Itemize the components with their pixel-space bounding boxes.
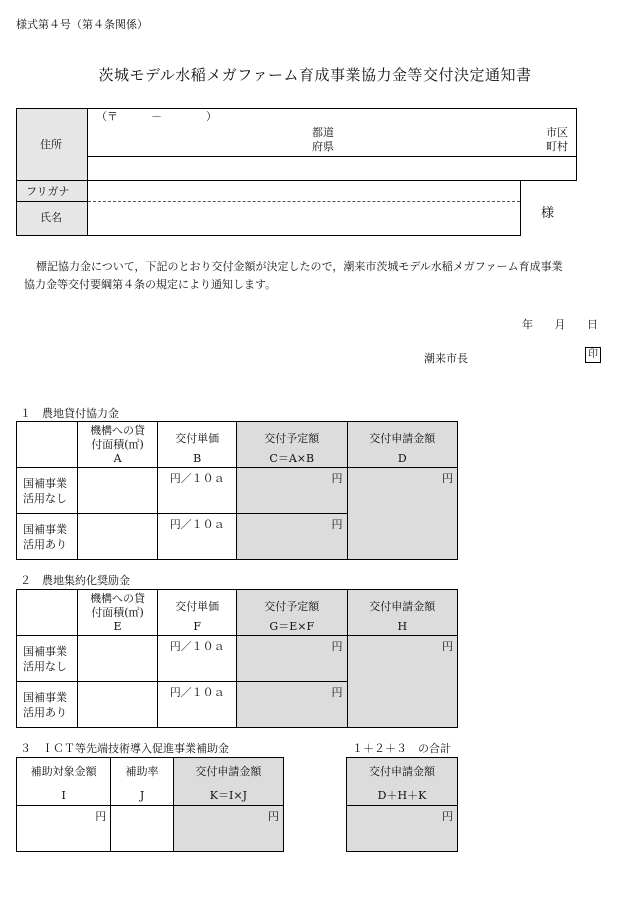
section3-applied-input[interactable]: 円 [173, 806, 283, 852]
section2-col-applied [347, 590, 458, 636]
total-col-applied-label: 交付申請金額 [369, 764, 435, 778]
section2-row2-rate-input[interactable]: 円／１０ａ [158, 682, 237, 728]
section3-col-rate [111, 758, 174, 806]
section2-col-unit-price-code: F [193, 619, 202, 633]
section1-row1-planned-input[interactable]: 円 [237, 468, 348, 514]
total-table [346, 757, 458, 852]
section1-row2-label-line1: 国補事業 [23, 522, 67, 536]
section1-row1-rate-input[interactable]: 円／１０ａ [158, 468, 237, 514]
section3-target-input[interactable]: 円 [17, 806, 111, 852]
section1-col-area [77, 422, 158, 468]
section1-col-applied [347, 422, 457, 468]
section1-row1-label-line2: 活用なし [23, 491, 67, 505]
section1-row2-label [17, 514, 78, 560]
section2-row1-label-line2: 活用なし [23, 659, 67, 673]
date-month: 月 [554, 318, 566, 331]
name-label: 氏名 [40, 211, 62, 224]
section1-title: １ 農地貸付協力金 [20, 407, 119, 420]
issue-date [0, 316, 598, 332]
section1-row1-label-line1: 国補事業 [23, 476, 67, 490]
notice-body-line2: 協力金等交付要綱第４条の規定により通知します。 [24, 278, 277, 291]
document-title: 茨城モデル水稲メガファーム育成事業協力金等交付決定通知書 [98, 66, 532, 84]
section2-applied-input[interactable]: 円 [347, 636, 458, 728]
section2-row2-label-line1: 国補事業 [23, 690, 67, 704]
form-number: 様式第４号（第４条関係） [16, 18, 148, 31]
section2-col-unit-price-label: 交付単価 [175, 599, 220, 613]
section1-col-applied-code: D [397, 451, 407, 465]
section3-rate-input[interactable] [111, 806, 174, 852]
date-year: 年 [522, 318, 533, 331]
section1-corner [17, 422, 78, 468]
section2-col-area-line2: 付面積(㎡) [91, 605, 144, 619]
address-label: 住所 [40, 138, 62, 151]
section1-col-unit-price-label: 交付単価 [175, 431, 220, 445]
section2-row2-planned-input[interactable]: 円 [237, 682, 348, 728]
notice-body-line1: 標記協力金について，下記のとおり交付金額が決定したので，潮来市茨城モデル水稲メガファーム育成事業 [36, 260, 563, 273]
seal-stamp: 印 [585, 347, 601, 363]
section3-table [16, 757, 284, 852]
section3-col-rate-label: 補助率 [125, 764, 159, 778]
section2-col-planned-label: 交付予定額 [264, 599, 320, 613]
section2-table [16, 589, 458, 728]
name-field[interactable] [88, 203, 518, 233]
section1-applied-input[interactable]: 円 [347, 468, 457, 560]
section2-row1-label [17, 636, 78, 682]
notice-body [24, 258, 614, 294]
section2-col-applied-code: H [397, 619, 408, 633]
section3-col-applied [173, 758, 283, 806]
postal-code-field[interactable]: （〒 － ） [96, 110, 217, 123]
section1-col-applied-label: 交付申請金額 [369, 431, 436, 445]
municipality-label [546, 126, 568, 154]
section2-title: ２ 農地集約化奨励金 [20, 574, 130, 587]
section1-col-area-code: A [113, 451, 122, 465]
prefecture-label-line1: 都道 [312, 126, 334, 139]
section2-col-unit-price [158, 590, 237, 636]
address-line-field[interactable] [88, 158, 574, 179]
section3-col-target [17, 758, 111, 806]
section3-col-target-code: I [61, 788, 66, 802]
total-title: １＋２＋３ の合計 [352, 742, 451, 755]
section2-row1-label-line1: 国補事業 [23, 644, 67, 658]
section2-col-area-line1: 機構への貸 [90, 591, 146, 605]
section1-col-planned-code: C＝A×B [269, 451, 315, 465]
total-col-applied-code: D＋H＋K [377, 788, 427, 802]
section2-row1-planned-input[interactable]: 円 [237, 636, 348, 682]
section3-col-rate-code: J [139, 788, 145, 802]
section2-col-planned [237, 590, 348, 636]
date-day: 日 [587, 318, 598, 331]
section3-title: ３ ＩＣＴ等先端技術導入促進事業補助金 [20, 742, 229, 755]
section2-col-area-code: E [113, 619, 122, 633]
issuer-name: 潮来市長 [424, 352, 468, 365]
address-box [16, 108, 576, 236]
section1-col-area-line2: 付面積(㎡) [91, 437, 144, 451]
section2-row2-label-line2: 活用あり [23, 705, 67, 719]
section1-col-planned [237, 422, 348, 468]
section2-col-applied-label: 交付申請金額 [369, 599, 436, 613]
section2-col-planned-code: G＝E×F [269, 619, 315, 633]
section2-row2-area-input[interactable] [77, 682, 158, 728]
section1-row2-planned-input[interactable]: 円 [237, 514, 348, 560]
section2-row1-area-input[interactable] [77, 636, 158, 682]
section2-corner [17, 590, 78, 636]
total-col-applied [347, 758, 458, 806]
section2-col-area [77, 590, 158, 636]
honorific-sama: 様 [541, 206, 555, 221]
section1-table [16, 421, 458, 560]
municipality-label-line1: 市区 [546, 126, 568, 139]
section1-row2-rate-input[interactable]: 円／１０ａ [158, 514, 237, 560]
section1-col-unit-price [158, 422, 237, 468]
furigana-field[interactable] [88, 182, 518, 200]
section1-row1-area-input[interactable] [77, 468, 158, 514]
section1-col-area-line1: 機構への貸 [90, 423, 146, 437]
section2-row1-rate-input[interactable]: 円／１０ａ [158, 636, 237, 682]
prefecture-label [312, 126, 334, 154]
section1-row2-area-input[interactable] [77, 514, 158, 560]
total-applied-input[interactable]: 円 [347, 806, 458, 852]
section3-col-target-label: 補助対象金額 [30, 764, 97, 778]
section3-col-applied-code: K＝I×J [209, 788, 247, 802]
section1-row1-label [17, 468, 78, 514]
municipality-label-line2: 町村 [546, 140, 568, 153]
section1-row2-label-line2: 活用あり [23, 537, 67, 551]
section1-col-unit-price-code: B [193, 451, 202, 465]
prefecture-label-line2: 府県 [312, 140, 334, 153]
section1-col-planned-label: 交付予定額 [264, 431, 320, 445]
furigana-label: フリガナ [26, 185, 70, 198]
section3-col-applied-label: 交付申請金額 [195, 764, 262, 778]
section2-row2-label [17, 682, 78, 728]
